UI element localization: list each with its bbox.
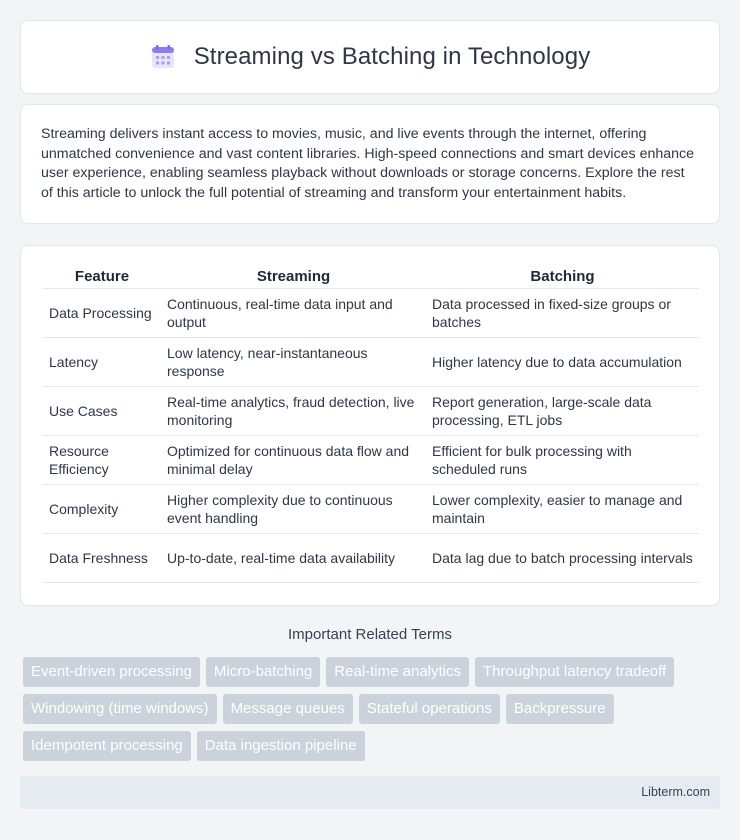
term-chip[interactable]: Stateful operations [359, 694, 500, 724]
term-chip[interactable]: Real-time analytics [326, 657, 469, 687]
table-header-row [43, 266, 699, 289]
comparison-card [20, 245, 720, 606]
table-row [43, 436, 699, 485]
table-row [43, 387, 699, 436]
term-chip[interactable]: Message queues [223, 694, 353, 724]
term-chip[interactable]: Idempotent processing [23, 731, 191, 761]
term-chip[interactable]: Data ingestion pipeline [197, 731, 365, 761]
batching-cell: Data lag due to batch processing intervals [426, 534, 699, 583]
streaming-cell: Real-time analytics, fraud detection, live monitoring [161, 387, 426, 436]
batching-cell: Data processed in fixed-size groups or batches [426, 289, 699, 338]
intro-card [20, 104, 720, 224]
batching-cell: Efficient for bulk processing with scheduled runs [426, 436, 699, 485]
header-batching: Batching [426, 266, 699, 289]
feature-cell: Resource Efficiency [43, 436, 161, 485]
feature-cell: Latency [43, 338, 161, 387]
related-terms-title: Important Related Terms [288, 626, 452, 643]
streaming-cell: Optimized for continuous data flow and minimal delay [161, 436, 426, 485]
intro-text: Streaming delivers instant access to movies, music, and live events through the internet, offering unmatched convenience and vast content libraries. High-speed connections and smart devices enhance user experience, enabling seamless playback without downloads or storage concerns. Explore the rest of this article to unlock the full potential of streaming and transform your entertainment habits. [41, 126, 695, 201]
table-row [43, 485, 699, 534]
header-streaming: Streaming [161, 266, 426, 289]
term-chip[interactable]: Throughput latency tradeoff [475, 657, 674, 687]
table-row [43, 289, 699, 338]
batching-cell: Lower complexity, easier to manage and maintain [426, 485, 699, 534]
term-chip[interactable]: Event-driven processing [23, 657, 200, 687]
batching-cell: Higher latency due to data accumulation [426, 338, 699, 387]
term-chip[interactable]: Micro-batching [206, 657, 320, 687]
feature-cell: Complexity [43, 485, 161, 534]
batching-cell: Report generation, large-scale data processing, ETL jobs [426, 387, 699, 436]
term-chip[interactable]: Backpressure [506, 694, 614, 724]
header-feature: Feature [43, 266, 161, 289]
streaming-cell: Low latency, near-instantaneous response [161, 338, 426, 387]
feature-cell: Use Cases [43, 387, 161, 436]
comparison-table [43, 266, 699, 583]
feature-cell: Data Freshness [43, 534, 161, 583]
footer-link[interactable]: Libterm.com [641, 785, 710, 799]
table-row [43, 338, 699, 387]
page-title: Streaming vs Batching in Technology [193, 43, 591, 70]
table-row [43, 534, 699, 583]
feature-cell: Data Processing [43, 289, 161, 338]
streaming-cell: Up-to-date, real-time data availability [161, 534, 426, 583]
streaming-cell: Higher complexity due to continuous event handling [161, 485, 426, 534]
term-chip[interactable]: Windowing (time windows) [23, 694, 217, 724]
footer [20, 776, 720, 809]
related-terms-list [23, 657, 723, 761]
calendar-icon [150, 44, 176, 70]
header-card [20, 20, 720, 94]
streaming-cell: Continuous, real-time data input and output [161, 289, 426, 338]
